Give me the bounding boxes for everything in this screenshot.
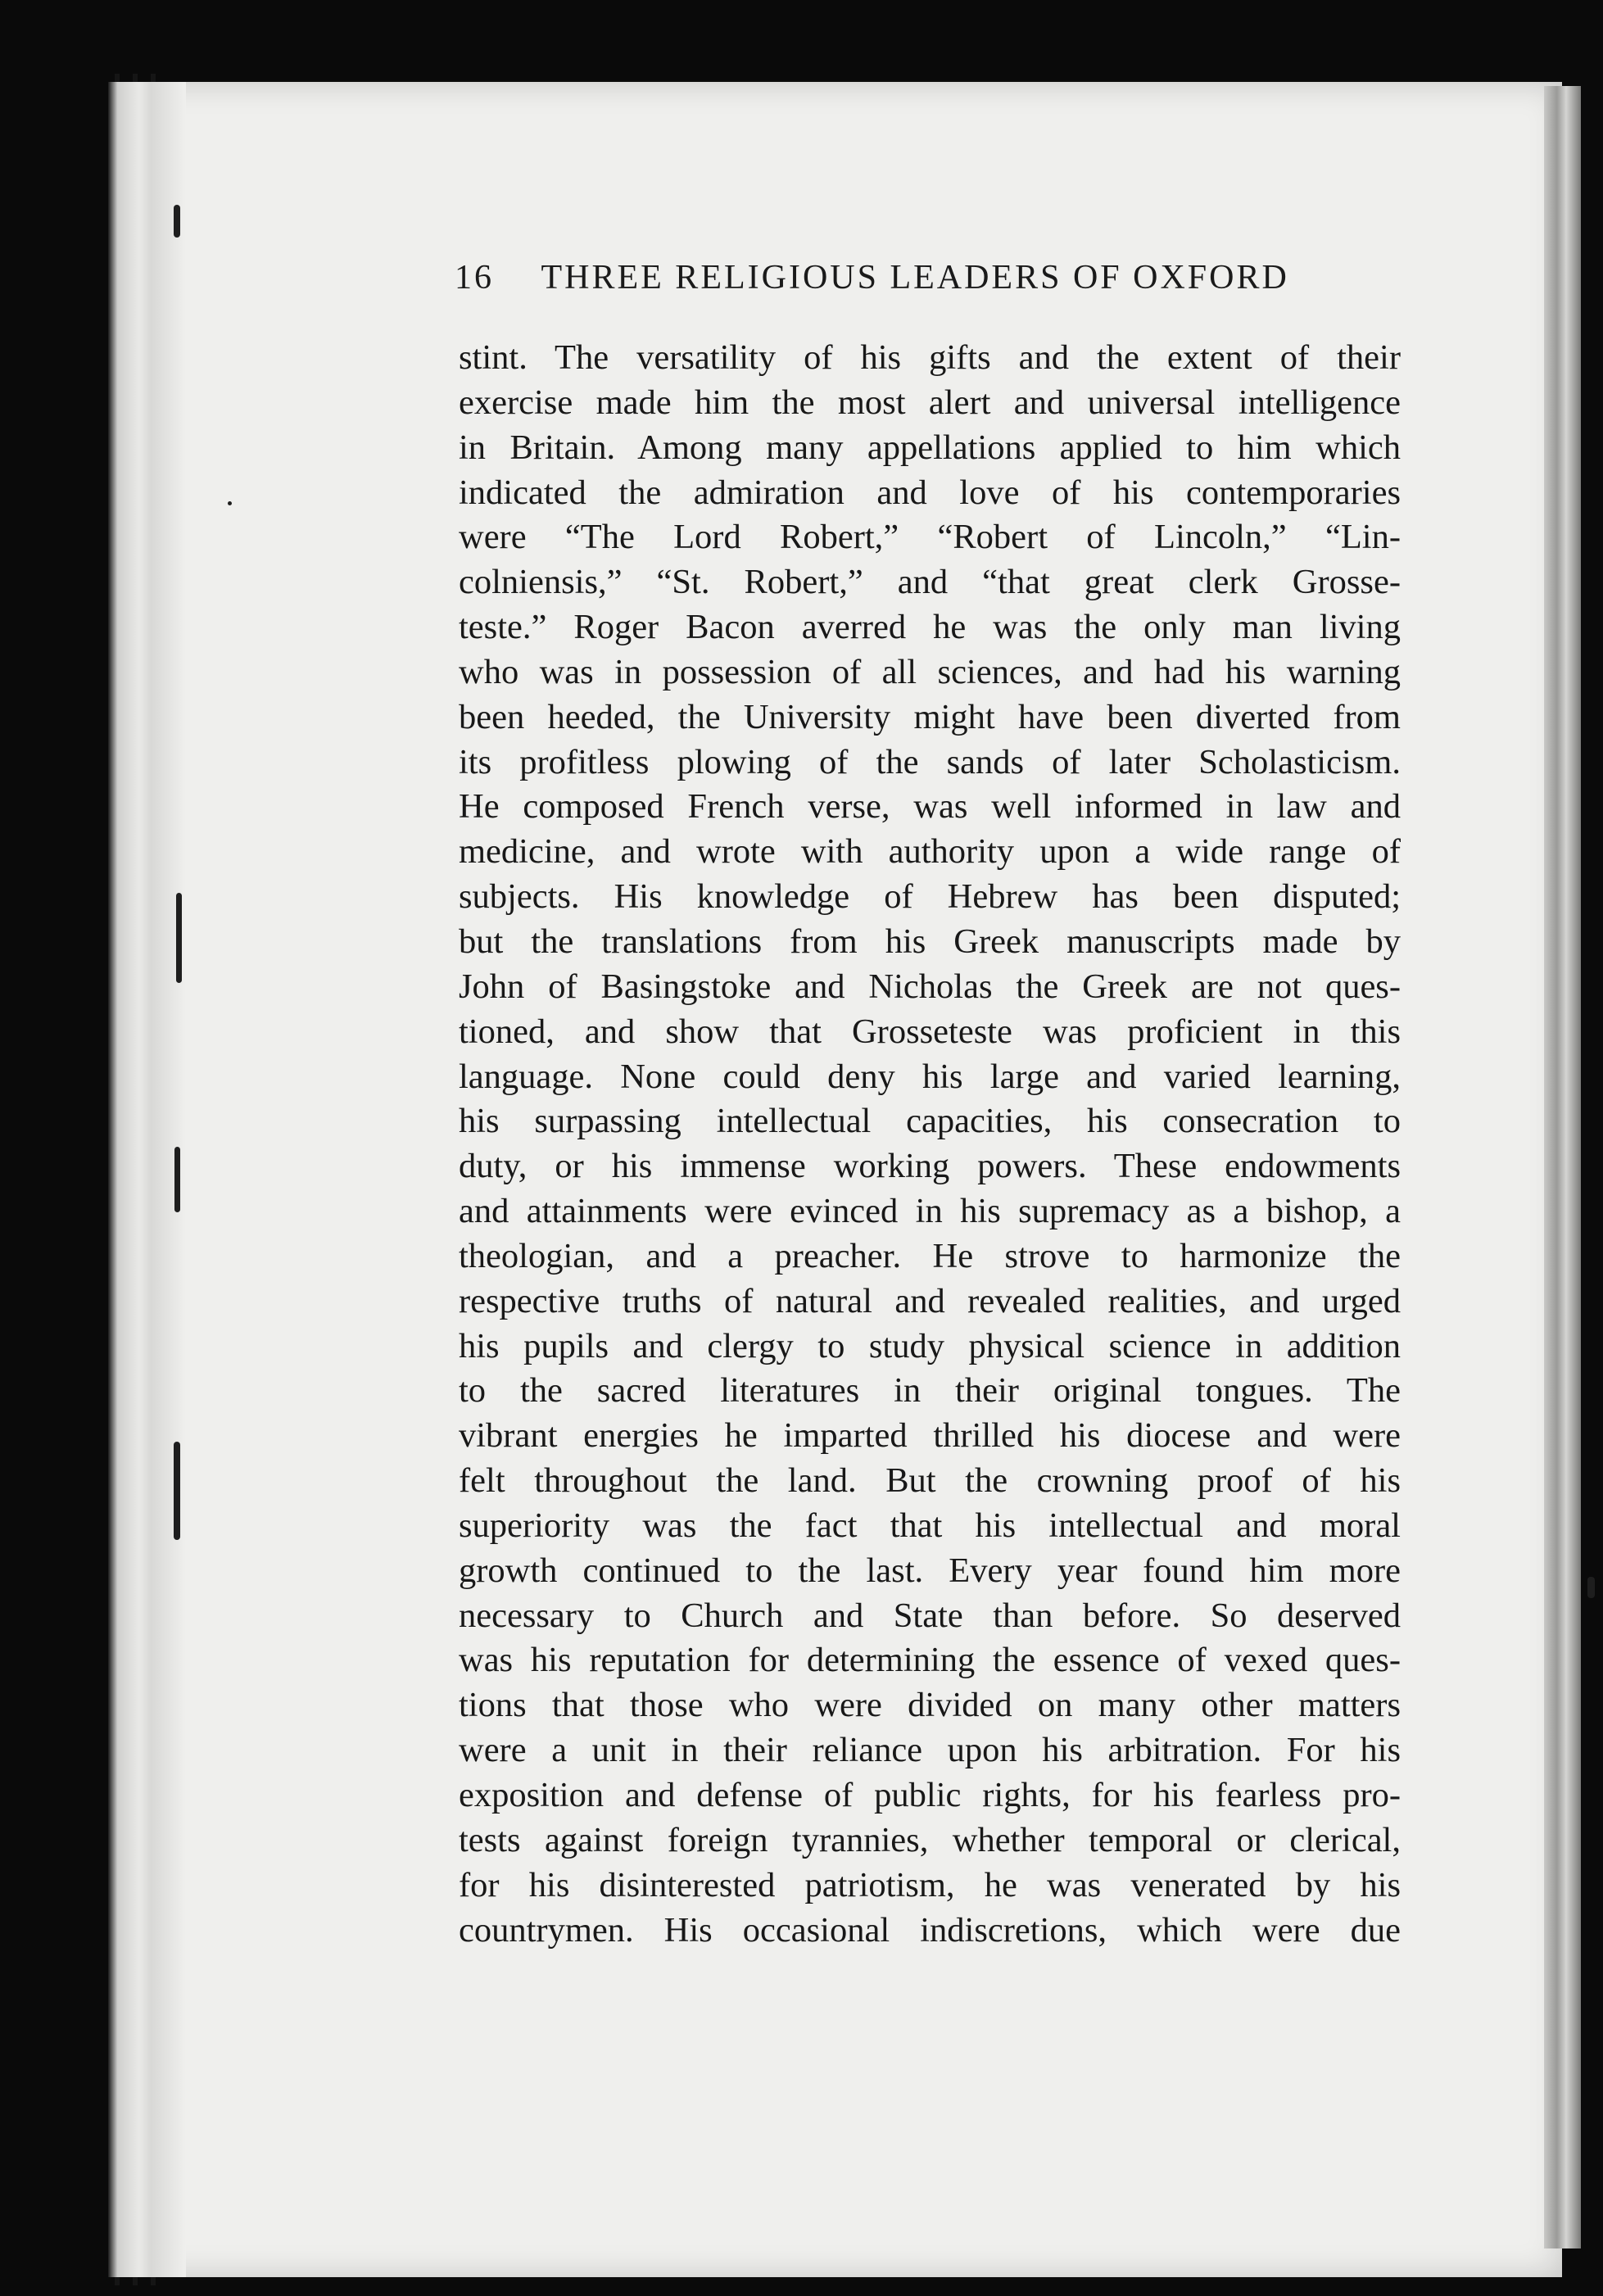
text-line: language. None could deny his large and varied learning, xyxy=(459,1057,1401,1096)
running-head xyxy=(455,258,1319,307)
text-line: to the sacred literatures in their original tongues. The xyxy=(459,1371,1401,1411)
text-line: were “The Lord Robert,” “Robert of Lincoln,” “Lin- xyxy=(459,518,1401,557)
text-line: colniensis,” “St. Robert,” and “that great clerk Grosse- xyxy=(459,563,1401,602)
text-line: exposition and defense of public rights, for his fearless pro- xyxy=(459,1776,1401,1814)
page-number: 16 xyxy=(455,259,494,297)
text-line: exercise made him the most alert and universal intelligence xyxy=(459,383,1401,422)
text-line: its profitless plowing of the sands of later Scholasticism. xyxy=(459,742,1401,781)
text-line: was his reputation for determining the essence of vexed ques- xyxy=(459,1641,1401,1680)
text-line: medicine, and wrote with authority upon a wide range of xyxy=(459,832,1401,872)
text-line: He composed French verse, was well informed in law and xyxy=(459,787,1401,826)
text-line: theologian, and a preacher. He strove to harmonize the xyxy=(459,1236,1401,1275)
scan-speck xyxy=(174,1442,180,1540)
text-line: superiority was the fact that his intellectual and moral xyxy=(459,1506,1401,1545)
text-line: subjects. His knowledge of Hebrew has been disputed; xyxy=(459,877,1401,917)
text-line: who was in possession of all sciences, and had his warning xyxy=(459,652,1401,691)
text-line: his pupils and clergy to study physical science in addition xyxy=(459,1326,1401,1365)
text-line: been heeded, the University might have been diverted from xyxy=(459,697,1401,736)
running-title: THREE RELIGIOUS LEADERS OF OXFORD xyxy=(541,259,1289,297)
page-fore-edge xyxy=(1544,86,1581,2248)
body-text xyxy=(459,336,1401,1953)
scan-speck xyxy=(1587,1577,1595,1598)
text-line: felt throughout the land. But the crowning proof of his xyxy=(459,1461,1401,1501)
scan-speck xyxy=(228,501,232,505)
text-line: and attainments were evinced in his supremacy as a bishop, a xyxy=(459,1192,1401,1231)
scan-speck xyxy=(174,1147,180,1212)
text-line: tions that those who were divided on many other matters xyxy=(459,1686,1401,1725)
text-line: but the translations from his Greek manuscripts made by xyxy=(459,922,1401,961)
text-line: tests against foreign tyrannies, whether temporal or clerical, xyxy=(459,1820,1401,1859)
text-line: for his disinterested patriotism, he was venerated by his xyxy=(459,1865,1401,1904)
text-line: John of Basingstoke and Nicholas the Greek are not ques- xyxy=(459,967,1401,1006)
text-line: growth continued to the last. Every year found him more xyxy=(459,1551,1401,1590)
text-line: indicated the admiration and love of his contemporaries xyxy=(459,473,1401,512)
text-line: duty, or his immense working powers. These endowments xyxy=(459,1147,1401,1186)
text-line: in Britain. Among many appellations applied to him which xyxy=(459,428,1401,467)
text-line: countrymen. His occasional indiscretions, which were due xyxy=(459,1910,1401,1950)
text-line: tioned, and show that Grosseteste was proficient in this xyxy=(459,1012,1401,1051)
text-line: teste.” Roger Bacon averred he was the only man living xyxy=(459,608,1401,647)
text-line: necessary to Church and State than before. So deserved xyxy=(459,1596,1401,1635)
scan-speck xyxy=(174,205,180,238)
text-line: stint. The versatility of his gifts and the extent of their xyxy=(459,338,1401,377)
text-line: vibrant energies he imparted thrilled his diocese and were xyxy=(459,1416,1401,1456)
scan-speck xyxy=(176,893,182,983)
text-line: were a unit in their reliance upon his arbitration. For his xyxy=(459,1731,1401,1770)
text-line: his surpassing intellectual capacities, his consecration to xyxy=(459,1102,1401,1141)
text-line: respective truths of natural and revealed realities, and urged xyxy=(459,1281,1401,1320)
